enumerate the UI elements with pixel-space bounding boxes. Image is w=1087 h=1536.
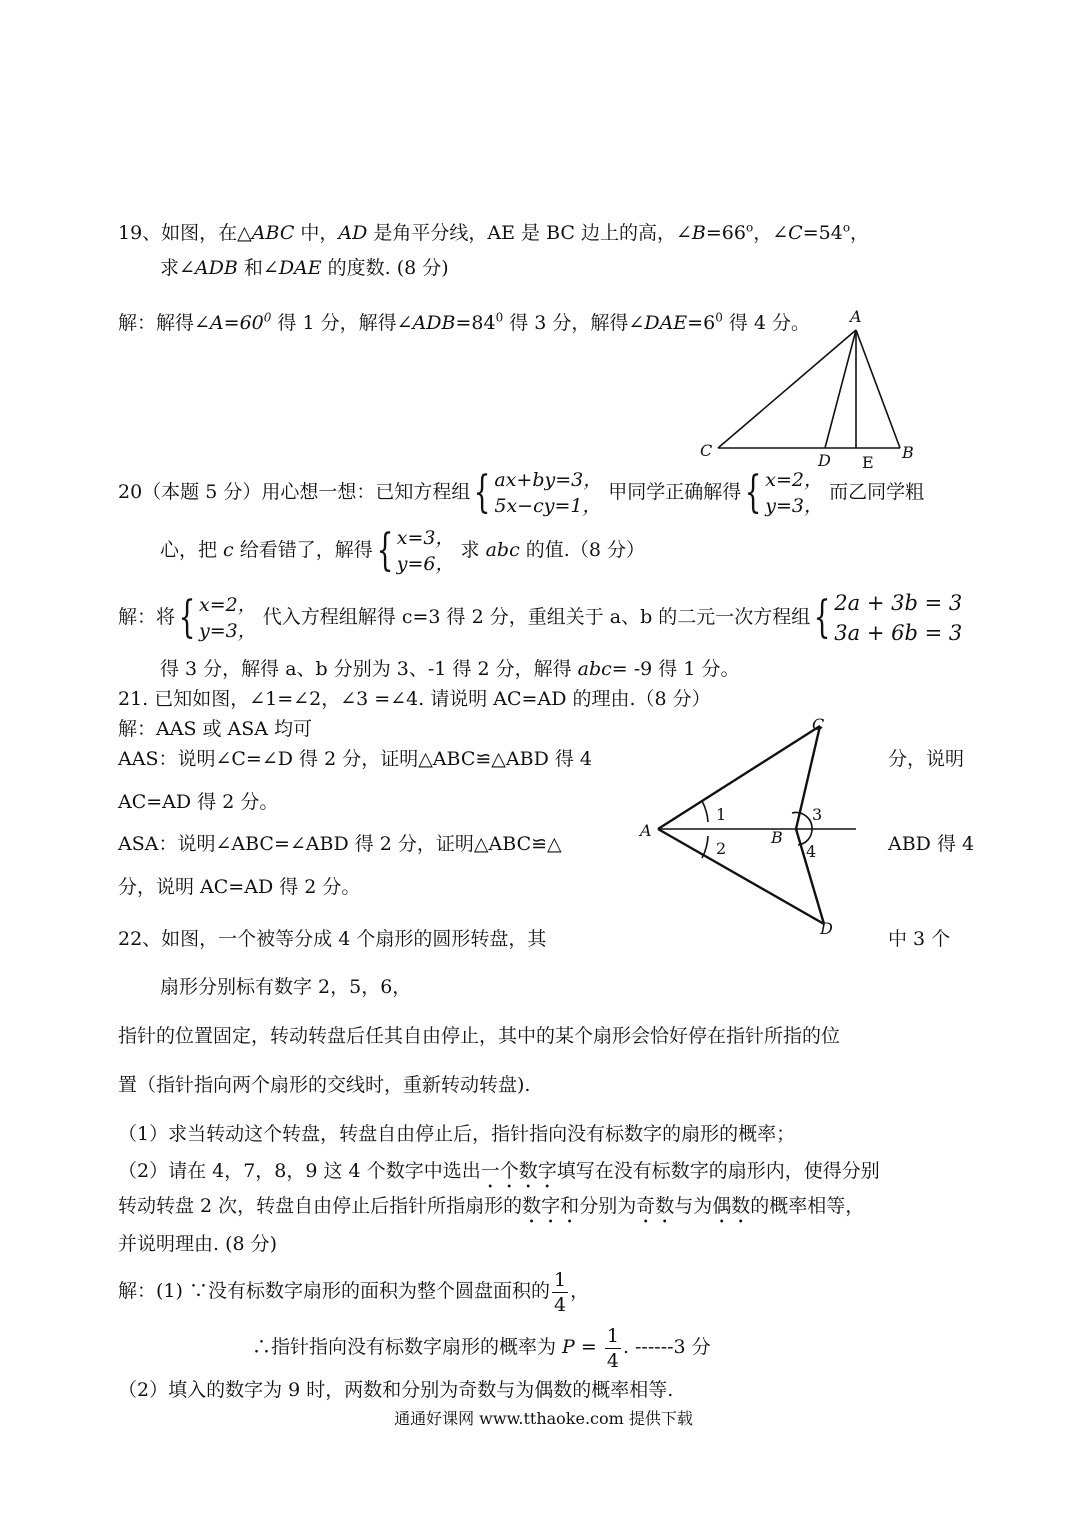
q19-solution: 解：解得$\angle A=60^0$ 得 1 分，解得$\angle ADB=84^0$ 得 3 分，解得$\angle DAE=6^0$ 得 4 分。: [118, 310, 811, 334]
q22-line1b: 中 3 个: [888, 928, 951, 950]
label-angle-2: 2: [716, 839, 727, 858]
q20-solution-line2: 得 3 分，解得 a、b 分别为 3、-1 得 2 分，解得 abc= -9 得 1 分。: [160, 658, 740, 680]
side-ac: [718, 330, 856, 448]
label-a: A: [850, 307, 862, 326]
q22-question2-line2: 转动转盘 2 次，转盘自由停止后指针所指扇形的数字和分别为奇数与为偶数的概率相等，: [118, 1195, 865, 1217]
q20-line1: 20（本题 5 分）用心想一想：已知方程组{ ax+by=3， 5x−cy=1， 甲同学正确解得{ x=2， y=3， 而乙同学粗: [118, 467, 925, 518]
bisector-ad: [825, 330, 856, 448]
q22-solution-line2: ∴指针指向没有标数字扇形的概率为 P = $\frac{1}{4}$ . ------3 分: [252, 1324, 711, 1372]
label-d: D: [820, 919, 833, 938]
q22-solution-line1: 解：(1) ∵没有标数字扇形的面积为整个圆盘面积的 $\frac{1}{4}$ ，: [118, 1268, 590, 1316]
q21-line1: 21. 已知如图，∠1=∠2，∠3 =∠4. 请说明 AC=AD 的理由.（8 分）: [118, 688, 711, 710]
label-a: A: [640, 821, 652, 840]
q22-line1a: 22、如图，一个被等分成 4 个扇形的圆形转盘，其: [118, 928, 547, 950]
label-d: D: [818, 451, 831, 470]
label-c: C: [812, 715, 825, 734]
q22-question2-line3: 并说明理由. (8 分): [118, 1233, 278, 1255]
q19-line1: 19、如图，在△ABC 中，AD 是角平分线，AE 是 BC 边上的高，$\angle B=66^o$，$\angle C=54^o$，: [118, 220, 870, 244]
angle-1-arc: [702, 801, 708, 822]
triangle-abc-figure: [690, 300, 930, 470]
q21-line5a: ASA：说明∠ABC=∠ABD 得 2 分，证明△ABC≌△: [118, 833, 562, 855]
page-footer: 通通好课网 www.tthaoke.com 提供下载: [394, 1409, 693, 1428]
q22-solution-line3: （2）填入的数字为 9 时，两数和分别为奇数与为偶数的概率相等.: [118, 1379, 674, 1401]
label-angle-1: 1: [716, 805, 727, 824]
q20-line2: 心，把 c 给看错了，解得{ x=3， y=6， 求 abc 的值.（8 分）: [160, 525, 645, 576]
q22-line4: 置（指针指向两个扇形的交线时，重新转动转盘).: [118, 1074, 531, 1096]
q21-line5b: ABD 得 4: [888, 833, 975, 855]
q21-line2: 解：AAS 或 ASA 均可: [118, 718, 313, 740]
kite-abcd-figure: [636, 712, 866, 938]
q20-solution-line1: 解：将{ x=2， y=3， 代入方程组解得 c=3 得 2 分，重组关于 a、b 的二元一次方程组{ 2a + 3b = 3 3a + 6b = 3: [118, 591, 963, 645]
label-e: E: [862, 453, 874, 470]
angle-3-arc: [792, 812, 812, 829]
q21-line6: 分，说明 AC=AD 得 2 分。: [118, 876, 361, 898]
q22-line3: 指针的位置固定，转动转盘后任其自由停止，其中的某个扇形会恰好停在指针所指的位: [118, 1025, 841, 1047]
q22-question2-line1: （2）请在 4，7，8，9 这 4 个数字中选出一个数字填写在没有标数字的扇形内，使得分别: [118, 1160, 880, 1182]
q22-question1: （1）求当转动这个转盘，转盘自由停止后，指针指向没有标数字的扇形的概率；: [118, 1123, 796, 1145]
side-ac: [658, 726, 823, 829]
label-angle-3: 3: [812, 805, 823, 824]
q21-line3a: AAS：说明∠C=∠D 得 2 分，证明△ABC≌△ABD 得 4: [118, 748, 592, 770]
label-angle-4: 4: [806, 842, 817, 861]
side-ab: [856, 330, 900, 448]
q22-line2: 扇形分别标有数字 2，5，6，: [160, 976, 412, 998]
label-b: B: [902, 443, 914, 462]
q21-line3b: 分，说明: [888, 748, 965, 770]
q19-line2: 求∠ADB 和∠DAE 的度数. (8 分): [160, 257, 449, 279]
label-b: B: [771, 828, 783, 847]
q21-line4: AC=AD 得 2 分。: [118, 791, 279, 813]
label-c: C: [700, 441, 713, 460]
